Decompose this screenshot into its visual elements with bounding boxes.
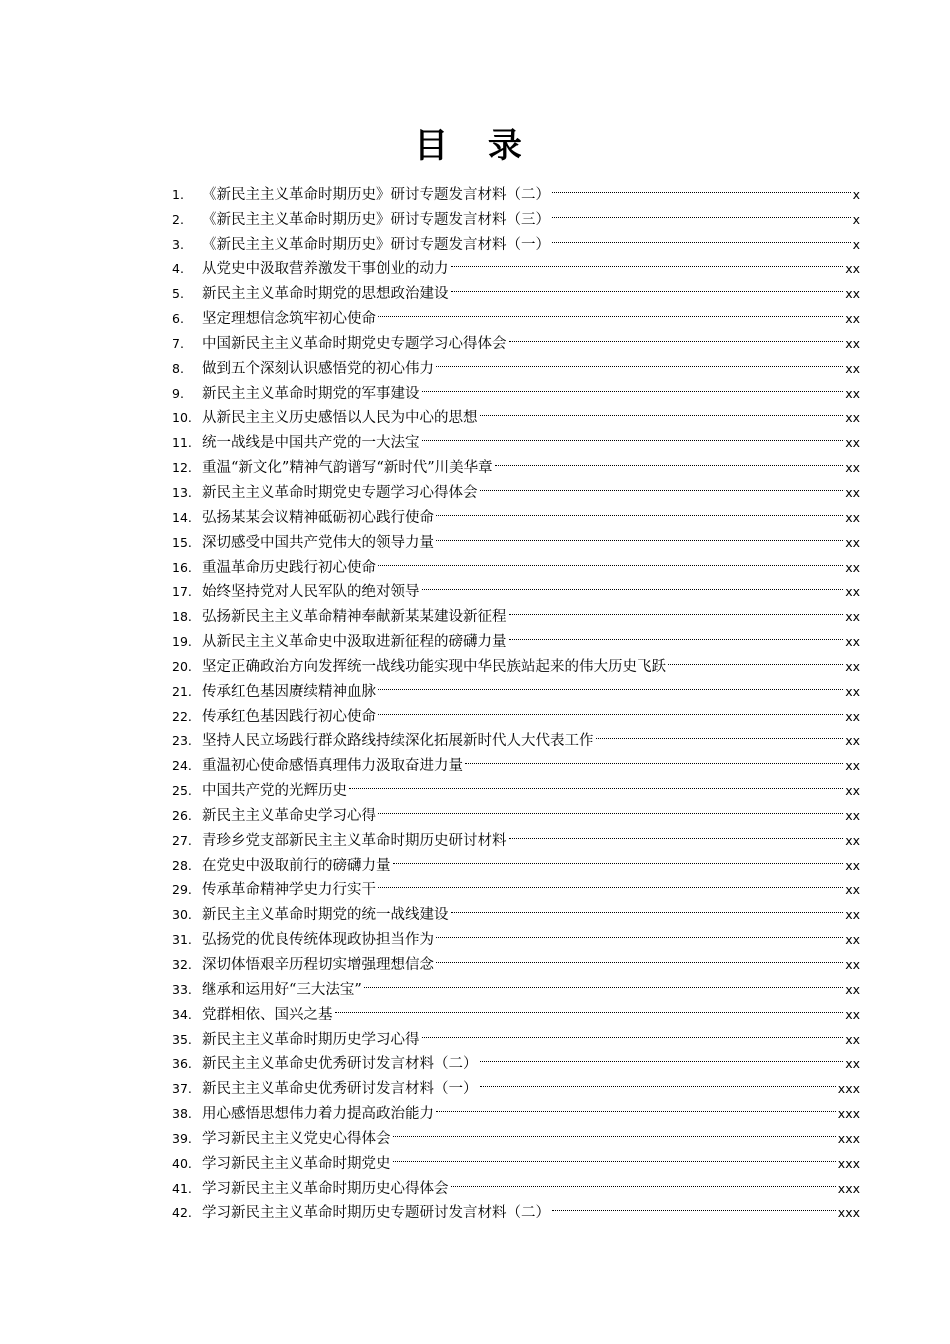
toc-dot-leader (451, 249, 844, 274)
toc-dot-leader (436, 497, 843, 522)
toc-entry-page-number: xx (845, 534, 860, 550)
toc-dot-leader (552, 199, 851, 224)
toc-entry-page-number: xx (845, 584, 860, 600)
toc-entry-title[interactable]: 青珍乡党支部新民主主义革命时期历史研讨材料 (202, 832, 507, 849)
toc-dot-leader (552, 1193, 836, 1218)
toc-dot-leader (480, 1068, 836, 1093)
toc-dot-leader (335, 994, 844, 1019)
toc-entry-title[interactable]: 新民主主义革命时期历史学习心得 (202, 1031, 420, 1048)
toc-dot-leader (509, 596, 844, 621)
toc-entry-title[interactable]: 中国新民主主义革命时期党史专题学习心得体会 (202, 335, 507, 352)
toc-entry-number: 12. (172, 460, 192, 476)
toc-dot-leader (349, 770, 843, 795)
toc-dot-leader (451, 273, 844, 298)
toc-dot-leader (480, 398, 844, 423)
toc-dot-leader (436, 522, 843, 547)
toc-entry-number: 13. (172, 484, 192, 500)
toc-entry-title[interactable]: 新民主主义革命史优秀研讨发言材料（二） (202, 1056, 478, 1073)
toc-entry-page-number: xxx (837, 1081, 860, 1097)
toc-entry-title[interactable]: 新民主主义革命时期党史专题学习心得体会 (202, 484, 478, 501)
toc-dot-leader (552, 174, 851, 199)
toc-entry-number: 10. (172, 410, 192, 426)
toc-entry-number: 30. (172, 907, 192, 923)
toc-entry-number: 6. (172, 311, 184, 327)
toc-entry-page-number: xxx (837, 1180, 860, 1196)
toc-entry-number: 17. (172, 584, 192, 600)
toc-entry-page-number: xxx (837, 1155, 860, 1171)
toc-dot-leader (509, 820, 844, 845)
toc-entry-title[interactable]: 《新民主主义革命时期历史》研讨专题发言材料（三） (202, 211, 550, 228)
toc-entry-page-number: xx (845, 634, 860, 650)
toc-entry-number: 20. (172, 658, 192, 674)
toc-entry-page-number: xx (845, 857, 860, 873)
toc-entry-page-number: xx (845, 1031, 860, 1047)
toc-entry-page-number: xx (845, 509, 860, 525)
toc-entry-number: 36. (172, 1056, 192, 1072)
toc-entry-page-number: xx (845, 460, 860, 476)
toc-dot-leader (422, 373, 844, 398)
toc-entry-number: 9. (172, 385, 184, 401)
toc-entry-title[interactable]: 传承红色基因赓续精神血脉 (202, 683, 376, 700)
toc-entry-title[interactable]: 重温“新文化”精神气韵谱写“新时代”川美华章 (202, 460, 493, 477)
toc-entry-page-number: xx (845, 882, 860, 898)
toc-entry-number: 38. (172, 1106, 192, 1122)
toc-entry-page-number: xx (845, 385, 860, 401)
toc-entry-title[interactable]: 新民主主义革命时期党的统一战线建设 (202, 907, 449, 924)
toc-entry-title[interactable]: 弘扬某某会议精神砥砺初心践行使命 (202, 509, 434, 526)
toc-entry-title[interactable]: 从新民主主义历史感悟以人民为中心的思想 (202, 410, 478, 427)
toc-entry-title[interactable]: 新民主主义革命史学习心得 (202, 807, 376, 824)
toc-entry-page-number: xx (845, 981, 860, 997)
toc-entry-page-number: xx (845, 484, 860, 500)
toc-entry-page-number: xx (845, 311, 860, 327)
toc-entry-title[interactable]: 坚定理想信念筑牢初心使命 (202, 311, 376, 328)
toc-entry-page-number: xxx (837, 1205, 860, 1221)
toc-entry-number: 4. (172, 261, 184, 277)
toc-entry-number: 3. (172, 236, 184, 252)
toc-entry-number: 26. (172, 807, 192, 823)
toc-entry-number: 42. (172, 1205, 192, 1221)
toc-entry-number: 14. (172, 509, 192, 525)
toc-entry-title[interactable]: 从党史中汲取营养激发干事创业的动力 (202, 261, 449, 278)
toc-entry-title[interactable]: 新民主主义革命时期党的思想政治建设 (202, 286, 449, 303)
toc-dot-leader (552, 224, 851, 249)
toc-dot-leader (495, 447, 844, 472)
toc-entry-number: 1. (172, 186, 184, 202)
toc-entry-title[interactable]: 《新民主主义革命时期历史》研讨专题发言材料（二） (202, 186, 550, 203)
toc-entry-title[interactable]: 学习新民主主义党史心得体会 (202, 1130, 391, 1147)
toc-entry-number: 33. (172, 981, 192, 997)
toc-entry-page-number: xx (845, 335, 860, 351)
toc-entry-page-number: xx (845, 957, 860, 972)
toc-entry-title[interactable]: 统一战线是中国共产党的一大法宝 (202, 435, 420, 452)
toc-entry-page-number: xxx (837, 1106, 860, 1122)
toc-entry-number: 28. (172, 857, 192, 873)
toc-entry-title[interactable]: 传承红色基因践行初心使命 (202, 708, 376, 725)
toc-entry[interactable] (172, 174, 860, 203)
toc-entry-title[interactable]: 坚持人民立场践行群众路线持续深化拓展新时代人大代表工作 (202, 733, 594, 750)
toc-dot-leader (378, 696, 843, 721)
toc-entry-title[interactable]: 弘扬党的优良传统体现政协担当作为 (202, 932, 434, 949)
toc-dot-leader (378, 547, 843, 572)
toc-dot-leader (393, 1143, 836, 1168)
toc-entry-title[interactable]: 重温初心使命感悟真理伟力汲取奋进力量 (202, 758, 463, 775)
toc-entry-number: 35. (172, 1031, 192, 1047)
toc-entry-page-number: xxx (837, 1130, 860, 1146)
toc-entry-page-number: xx (845, 733, 860, 749)
toc-dot-leader (451, 894, 844, 919)
toc-entry-number: 27. (172, 832, 192, 848)
toc-entry-title[interactable]: 始终坚持党对人民军队的绝对领导 (202, 584, 420, 601)
toc-entry-number: 34. (172, 1006, 192, 1022)
toc-entry-title[interactable]: 新民主主义革命时期党的军事建设 (202, 385, 420, 402)
toc-dot-leader (509, 621, 844, 646)
toc-dot-leader (422, 1019, 844, 1044)
toc-dot-leader (436, 944, 843, 969)
table-of-contents (172, 174, 860, 1222)
toc-dot-leader (393, 1118, 836, 1143)
toc-dot-leader (465, 745, 843, 770)
toc-entry-number: 16. (172, 559, 192, 575)
toc-dot-leader (422, 572, 844, 597)
toc-dot-leader (509, 323, 844, 348)
toc-entry-title[interactable]: 坚定正确政治方向发挥统一战线功能实现中华民族站起来的伟大历史飞跃 (202, 658, 666, 675)
toc-entry-number: 11. (172, 435, 192, 451)
toc-dot-leader (393, 845, 844, 870)
toc-entry-number: 8. (172, 360, 184, 376)
toc-entry-page-number: xx (845, 783, 860, 799)
toc-entry-title[interactable]: 继承和运用好“三大法宝” (202, 981, 362, 998)
toc-entry-number: 32. (172, 957, 192, 972)
toc-entry-number: 29. (172, 882, 192, 898)
toc-entry-number: 23. (172, 733, 192, 749)
toc-dot-leader (378, 795, 843, 820)
toc-entry-page-number: xx (845, 286, 860, 302)
toc-entry-number: 39. (172, 1130, 192, 1146)
toc-dot-leader (378, 671, 843, 696)
toc-entry-number: 15. (172, 534, 192, 550)
toc-entry-title[interactable]: 在党史中汲取前行的磅礴力量 (202, 857, 391, 874)
toc-entry-page-number: xx (845, 907, 860, 923)
toc-entry-number: 25. (172, 783, 192, 799)
toc-dot-leader (436, 348, 843, 373)
toc-entry-number: 2. (172, 211, 184, 227)
toc-entry-number: 40. (172, 1155, 192, 1171)
toc-entry-title[interactable]: 深切感受中国共产党伟大的领导力量 (202, 534, 434, 551)
toc-entry-page-number: xx (845, 609, 860, 625)
toc-entry-page-number: xx (845, 708, 860, 724)
toc-dot-leader (364, 969, 843, 994)
toc-entry-title[interactable]: 弘扬新民主主义革命精神奉献新某某建设新征程 (202, 609, 507, 626)
toc-dot-leader (480, 472, 844, 497)
toc-entry-title[interactable]: 用心感悟思想伟力着力提高政治能力 (202, 1106, 434, 1123)
toc-entry-number: 41. (172, 1180, 192, 1196)
toc-dot-leader (596, 721, 844, 746)
toc-entry-page-number: xx (845, 261, 860, 277)
page-title: 目 录 (414, 126, 536, 166)
toc-entry-page-number: xx (845, 360, 860, 376)
toc-entry-number: 21. (172, 683, 192, 699)
toc-entry-title[interactable]: 新民主主义革命史优秀研讨发言材料（一） (202, 1081, 478, 1098)
toc-entry-page-number: x (852, 211, 860, 227)
toc-entry-page-number: xx (845, 683, 860, 699)
toc-entry-page-number: xx (845, 435, 860, 451)
toc-dot-leader (422, 422, 844, 447)
toc-entry-page-number: xx (845, 559, 860, 575)
toc-entry-title[interactable]: 中国共产党的光辉历史 (202, 783, 347, 800)
toc-entry-title[interactable]: 学习新民主主义革命时期历史专题研讨发言材料（二） (202, 1205, 550, 1222)
toc-dot-leader (436, 1093, 836, 1118)
toc-entry-number: 24. (172, 758, 192, 774)
toc-entry-number: 19. (172, 634, 192, 650)
toc-entry-title[interactable]: 重温革命历史践行初心使命 (202, 559, 376, 576)
toc-entry-number: 7. (172, 335, 184, 351)
toc-dot-leader (378, 298, 843, 323)
toc-entry-title[interactable]: 深切体悟艰辛历程切实增强理想信念 (202, 957, 434, 973)
toc-entry-title[interactable]: 党群相依、国兴之基 (202, 1006, 333, 1023)
toc-entry-page-number: xx (845, 807, 860, 823)
toc-entry-page-number: xx (845, 1056, 860, 1072)
toc-entry-number: 5. (172, 286, 184, 302)
toc-dot-leader (668, 646, 843, 671)
toc-entry-page-number: xx (845, 658, 860, 674)
toc-entry-number: 18. (172, 609, 192, 625)
toc-entry-title[interactable]: 《新民主主义革命时期历史》研讨专题发言材料（一） (202, 236, 550, 253)
toc-entry-title[interactable]: 传承革命精神学史力行实干 (202, 882, 376, 899)
toc-entry-number: 37. (172, 1081, 192, 1097)
toc-entry-page-number: xx (845, 932, 860, 948)
toc-entry-title[interactable]: 做到五个深刻认识感悟党的初心伟力 (202, 360, 434, 377)
toc-entry-number: 31. (172, 932, 192, 948)
toc-entry-title[interactable]: 学习新民主主义革命时期历史心得体会 (202, 1180, 449, 1197)
toc-entry-page-number: xx (845, 1006, 860, 1022)
toc-entry-number: 22. (172, 708, 192, 724)
toc-entry-page-number: x (852, 186, 860, 202)
toc-entry-page-number: xx (845, 758, 860, 774)
toc-entry-title[interactable]: 学习新民主主义革命时期党史 (202, 1155, 391, 1172)
toc-dot-leader (436, 919, 843, 944)
toc-entry-page-number: xx (845, 410, 860, 426)
toc-dot-leader (378, 870, 843, 895)
toc-entry-title[interactable]: 从新民主主义革命史中汲取进新征程的磅礴力量 (202, 634, 507, 651)
toc-dot-leader (480, 1044, 844, 1069)
toc-entry-page-number: xx (845, 832, 860, 848)
toc-dot-leader (451, 1168, 836, 1193)
toc-entry-page-number: x (852, 236, 860, 252)
